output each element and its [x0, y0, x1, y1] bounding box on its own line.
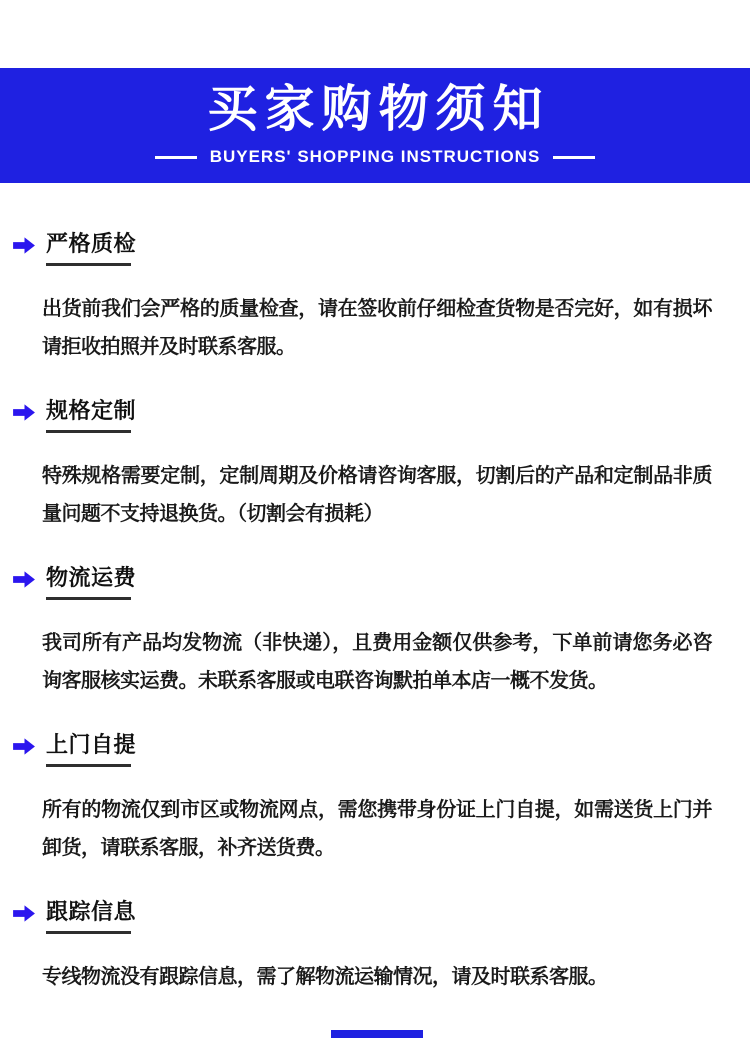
arrow-right-icon — [13, 904, 36, 923]
arrow-right-icon — [13, 236, 36, 255]
section-quality-check — [13, 233, 715, 366]
arrow-right-icon — [13, 570, 36, 589]
section-heading: 物流运费 — [46, 565, 137, 590]
section-heading-row — [13, 233, 715, 266]
section-body: 专线物流没有跟踪信息，需了解物流运输情况，请及时联系客服。 — [42, 966, 608, 988]
section-heading: 跟踪信息 — [46, 899, 137, 924]
section-heading-row — [13, 400, 715, 433]
page-title: 买家购物须知 — [207, 81, 550, 137]
page-subtitle: BUYERS' SHOPPING INSTRUCTIONS — [209, 147, 541, 166]
arrow-right-icon — [13, 737, 36, 756]
section-shipping-fee — [13, 567, 715, 700]
arrow-right-icon — [13, 403, 36, 422]
section-title-wrap — [46, 233, 136, 266]
section-custom-specs — [13, 400, 715, 533]
subtitle-dash-left — [155, 156, 197, 159]
section-tracking-info — [13, 901, 715, 996]
header-banner — [0, 68, 750, 183]
section-heading: 上门自提 — [46, 732, 137, 757]
section-body: 所有的物流仅到市区或物流网点，需您携带身份证上门自提，如需送货上门并卸货，请联系客服，补齐送货费。 — [42, 799, 712, 859]
heading-underline — [46, 430, 131, 433]
section-title-wrap — [46, 567, 136, 600]
heading-underline — [46, 764, 131, 767]
heading-underline — [46, 597, 131, 600]
section-heading: 严格质检 — [46, 231, 137, 256]
section-heading: 规格定制 — [46, 398, 137, 423]
section-body: 出货前我们会严格的质量检查，请在签收前仔细检查货物是否完好，如有损坏请拒收拍照并及时联系客服。 — [42, 298, 712, 358]
section-title-wrap — [46, 400, 136, 433]
section-body: 我司所有产品均发物流（非快递），且费用金额仅供参考，下单前请您务必咨询客服核实运费。未联系客服或电联咨询默拍单本店一概不发货。 — [42, 632, 712, 692]
sections-container — [0, 183, 750, 996]
section-heading-row — [13, 567, 715, 600]
next-banner-peek — [331, 1030, 423, 1038]
section-heading-row — [13, 734, 715, 767]
section-body: 特殊规格需要定制，定制周期及价格请咨询客服，切割后的产品和定制品非质量问题不支持退换货。（切割会有损耗） — [42, 465, 712, 525]
section-heading-row — [13, 901, 715, 934]
subtitle-dash-right — [553, 156, 595, 159]
heading-underline — [46, 931, 131, 934]
section-title-wrap — [46, 901, 136, 934]
section-self-pickup — [13, 734, 715, 867]
page-subtitle-row — [155, 147, 596, 167]
heading-underline — [46, 263, 131, 266]
section-title-wrap — [46, 734, 136, 767]
